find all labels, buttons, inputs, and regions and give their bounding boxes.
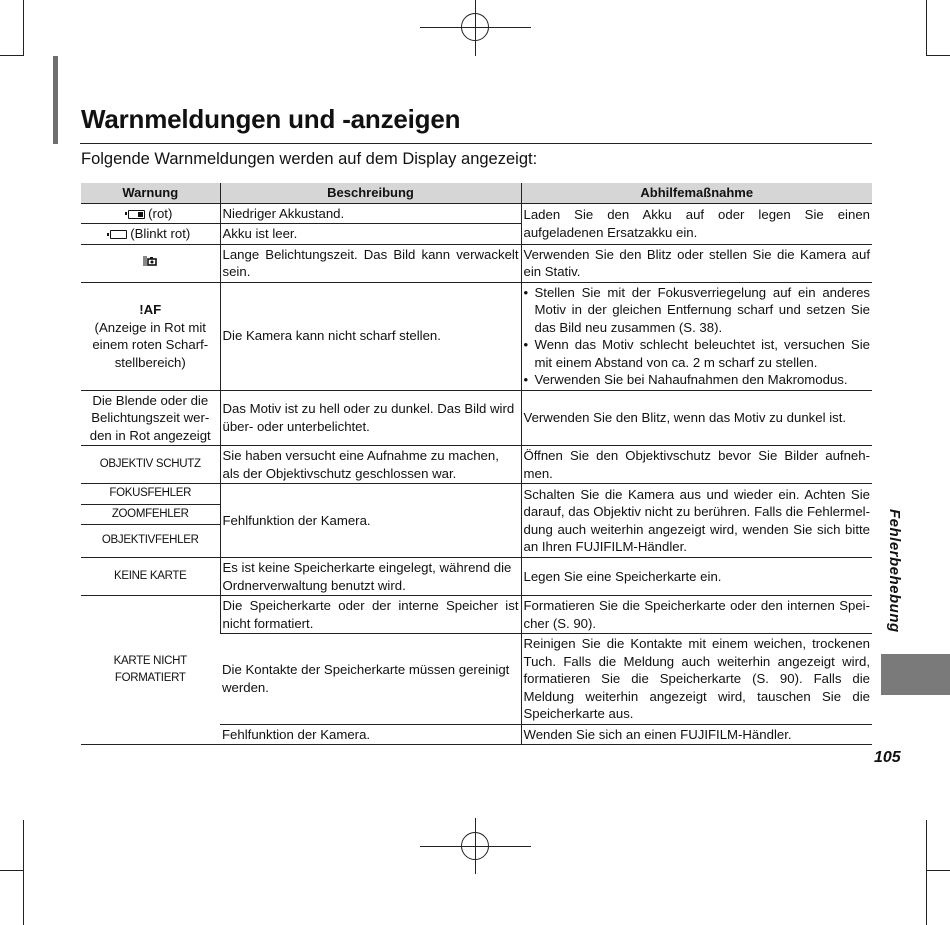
table-row [81,558,872,596]
battery-low-icon [128,210,145,219]
section-side-label: Fehlerbehebung [886,509,903,633]
description-cell: Fehlfunktion der Kamera. [220,724,521,745]
warning-cell: (Blinkt rot) [81,224,220,245]
remedy-cell: Legen Sie eine Speicherkarte ein. [521,558,872,596]
table-header-row [81,183,872,203]
focus-warning-symbol: !AF [139,302,162,317]
description-cell: Niedriger Akkustand. [220,203,521,224]
warning-cell: Die Blende oder die Belichtungszeit wer-den in Rot angezeigt [81,390,220,446]
table-row [81,203,872,224]
battery-empty-icon [110,230,127,239]
remedy-cell: Reinigen Sie die Kontakte mit einem weichen, trockenen Tuch. Falls die Meldung auch weiterhin angezeigt wird, formatieren Sie die Speicherkarte (S. 90). Falls die Meldung weiterhin angezeigt wird, tauschen Sie die Speicherkarte aus. [521,634,872,725]
registration-mark [461,832,489,860]
remedy-cell [521,282,872,390]
page-title: Warnmeldungen und -anzeigen [81,104,461,134]
header-abhilfe: Abhilfemaßnahme [521,183,872,203]
warning-table [81,183,872,745]
table-row [81,484,872,505]
remedy-cell: Laden Sie den Akku auf oder legen Sie einen aufgeladenen Ersatzakku ein. [521,203,872,244]
section-tab [881,654,950,695]
crop-mark [23,820,24,925]
table-row [81,596,872,634]
remedy-cell: Schalten Sie die Kamera aus und wieder ein. Achten Sie darauf, das Objektiv nicht zu berühren. Falls die Fehlermel-dung auch weiterhin angezeigt wird, wenden Sie sich bitte an Ihren FUJIFILM-Händler. [521,484,872,558]
remedy-cell: Öffnen Sie den Objektivschutz bevor Sie Bilder aufneh-men. [521,446,872,484]
description-cell: Fehlfunktion der Kamera. [220,484,521,558]
camera-shake-icon [142,254,158,268]
remedy-cell: Wenden Sie sich an einen FUJIFILM-Händler. [521,724,872,745]
warning-cell: OBJEKTIV SCHUTZ [81,446,220,484]
description-cell: Akku ist leer. [220,224,521,245]
page-number: 105 [874,749,901,766]
header-beschreibung: Beschreibung [220,183,521,203]
warning-cell: (rot) [81,203,220,224]
description-cell: Die Kontakte der Speicherkarte müssen gereinigt werden. [220,634,521,725]
warning-cell [81,282,220,390]
title-rule [80,143,872,144]
table-row [81,390,872,446]
crop-mark [926,55,950,56]
crop-mark [926,820,927,925]
warning-cell [81,244,220,282]
description-cell: Das Motiv ist zu hell oder zu dunkel. Das Bild wird über- oder unterbelichtet. [220,390,521,446]
warning-cell: KARTE NICHT FORMATIERT [81,596,220,745]
registration-mark [461,13,489,41]
description-cell: Die Speicherkarte oder der interne Speicher ist nicht formatiert. [220,596,521,634]
warning-note: (Anzeige in Rot mit einem roten Scharf-stellbereich) [92,319,209,370]
remedy-cell: Verwenden Sie den Blitz, wenn das Motiv zu dunkel ist. [521,390,872,446]
list-item: • Stellen Sie mit der Fokusverriegelung auf ein anderes Motiv in der gleichen Entfernung scharf und setzen Sie das Bild neu zusammen (S. 38). [524,284,871,337]
list-item: • Verwenden Sie bei Nahaufnahmen den Makromodus. [524,371,871,389]
description-cell: Sie haben versucht eine Aufnahme zu machen, als der Objektivschutz geschlossen war. [220,446,521,484]
header-warnung: Warnung [81,183,220,203]
table-row [81,282,872,390]
warning-cell: FOKUSFEHLER [81,484,220,505]
remedy-list [524,284,871,389]
page-subtitle: Folgende Warnmeldungen werden auf dem Display angezeigt: [81,150,538,168]
crop-mark [23,0,24,56]
remedy-cell: Verwenden Sie den Blitz oder stellen Sie die Kamera auf ein Stativ. [521,244,872,282]
crop-mark [926,870,950,871]
warning-cell: OBJEKTIVFEHLER [81,525,220,558]
section-marker-bar [53,56,58,144]
table-row [81,446,872,484]
list-item: • Wenn das Motiv schlecht beleuchtet ist, versuchen Sie mit einem Abstand von ca. 2 m scharf zu stellen. [524,336,871,371]
crop-mark [926,0,927,56]
crop-mark [0,870,24,871]
warning-cell: ZOOMFEHLER [81,504,220,525]
table-row [81,244,872,282]
description-cell: Die Kamera kann nicht scharf stellen. [220,282,521,390]
description-cell: Lange Belichtungszeit. Das Bild kann verwackelt sein. [220,244,521,282]
remedy-cell: Formatieren Sie die Speicherkarte oder den internen Spei-cher (S. 90). [521,596,872,634]
warning-cell: KEINE KARTE [81,558,220,596]
description-cell: Es ist keine Speicherkarte eingelegt, während die Ordnerverwaltung benutzt wird. [220,558,521,596]
crop-mark [0,55,24,56]
